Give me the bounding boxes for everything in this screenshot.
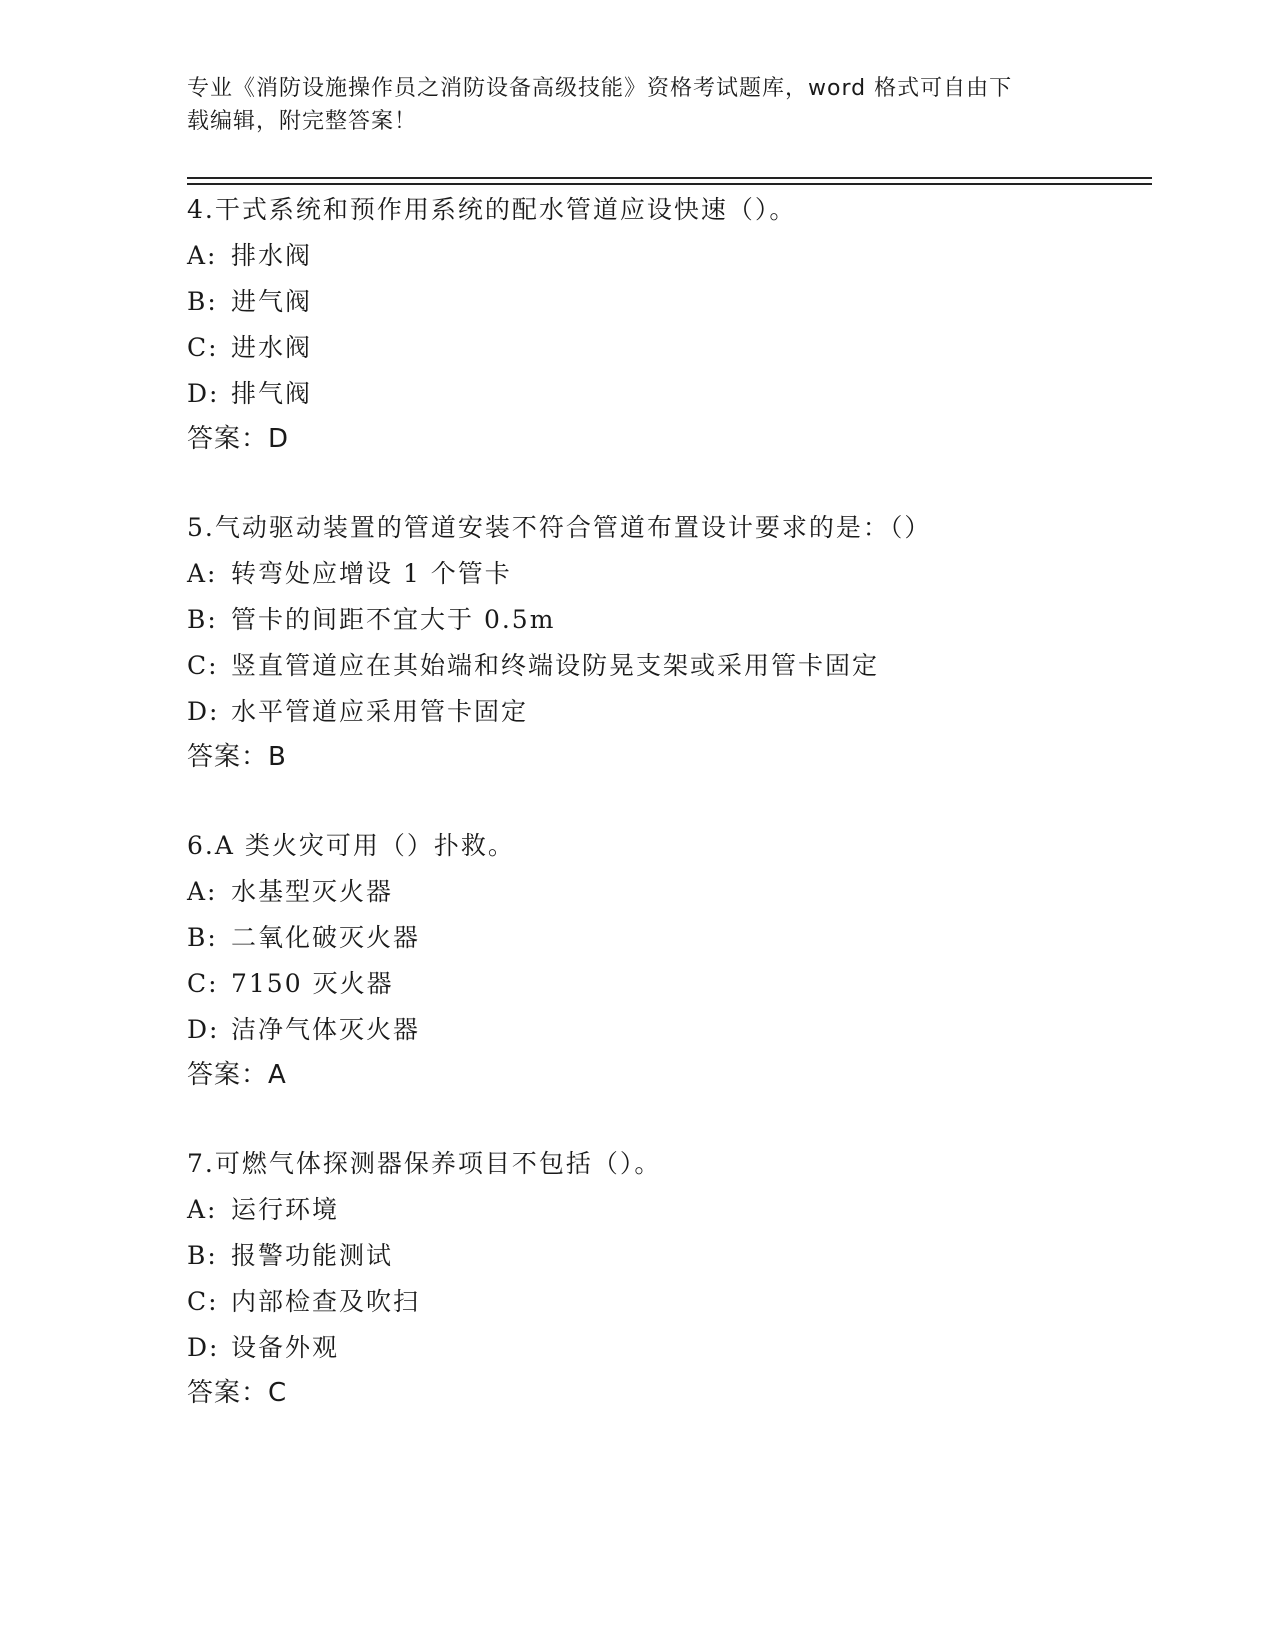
question-item (187, 187, 1152, 461)
option-c (187, 961, 1152, 1007)
option-c (187, 325, 1152, 371)
option-key: B: (187, 605, 218, 634)
question-stem: 4.干式系统和预作用系统的配水管道应设快速（）。 (187, 195, 797, 224)
option-d (187, 1007, 1152, 1053)
question-list (187, 187, 1152, 1459)
option-key: D: (187, 697, 220, 726)
option-text: 设备外观 (231, 1333, 340, 1362)
answer-line: 答案：D (187, 424, 290, 454)
option-key: D: (187, 1333, 220, 1362)
answer-line: 答案：A (187, 1060, 287, 1090)
answer-line: 答案：C (187, 1378, 288, 1408)
option-text: 转弯处应增设 1 个管卡 (231, 559, 512, 588)
option-key: A: (187, 241, 218, 270)
option-text: 竖直管道应在其始端和终端设防晃支架或采用管卡固定 (231, 651, 880, 680)
option-d (187, 689, 1152, 735)
option-text: 内部检查及吹扫 (231, 1287, 421, 1316)
option-text: 二氧化破灭火器 (231, 923, 421, 952)
option-text: 排气阀 (231, 379, 313, 408)
option-key: A: (187, 559, 218, 588)
option-text: 7150 灭火器 (231, 969, 394, 998)
option-key: D: (187, 379, 220, 408)
document-header (187, 72, 1087, 138)
option-text: 进气阀 (231, 287, 313, 316)
option-key: A: (187, 1195, 218, 1224)
option-key: C: (187, 969, 219, 998)
option-key: B: (187, 1241, 218, 1270)
option-d (187, 371, 1152, 417)
header-divider-bottom (187, 183, 1152, 185)
question-item (187, 505, 1152, 779)
option-text: 水基型灭火器 (231, 877, 394, 906)
question-item (187, 1141, 1152, 1415)
header-divider-top (187, 177, 1152, 179)
option-a (187, 869, 1152, 915)
option-b (187, 279, 1152, 325)
option-a (187, 551, 1152, 597)
question-stem: 6.A 类火灾可用（）扑救。 (187, 831, 515, 860)
option-key: C: (187, 333, 219, 362)
option-text: 水平管道应采用管卡固定 (231, 697, 529, 726)
option-text: 洁净气体灭火器 (231, 1015, 421, 1044)
option-d (187, 1325, 1152, 1371)
option-key: C: (187, 1287, 219, 1316)
option-a (187, 1187, 1152, 1233)
option-key: B: (187, 287, 218, 316)
header-line-1: 专业《消防设施操作员之消防设备高级技能》资格考试题库，word 格式可自由下 (187, 76, 1013, 101)
option-key: C: (187, 651, 219, 680)
option-text: 运行环境 (231, 1195, 340, 1224)
option-text: 报警功能测试 (231, 1241, 394, 1270)
option-key: B: (187, 923, 218, 952)
option-b (187, 597, 1152, 643)
option-b (187, 915, 1152, 961)
option-text: 进水阀 (231, 333, 313, 362)
option-c (187, 643, 1152, 689)
option-b (187, 1233, 1152, 1279)
answer-line: 答案：B (187, 742, 287, 772)
option-c (187, 1279, 1152, 1325)
question-item (187, 823, 1152, 1097)
option-key: D: (187, 1015, 220, 1044)
question-stem: 5.气动驱动装置的管道安装不符合管道布置设计要求的是：（） (187, 513, 932, 542)
header-line-2: 载编辑，附完整答案！ (187, 109, 418, 134)
option-a (187, 233, 1152, 279)
option-text: 排水阀 (231, 241, 313, 270)
option-text: 管卡的间距不宜大于 0.5m (231, 605, 556, 634)
question-stem: 7.可燃气体探测器保养项目不包括（）。 (187, 1149, 662, 1178)
option-key: A: (187, 877, 218, 906)
